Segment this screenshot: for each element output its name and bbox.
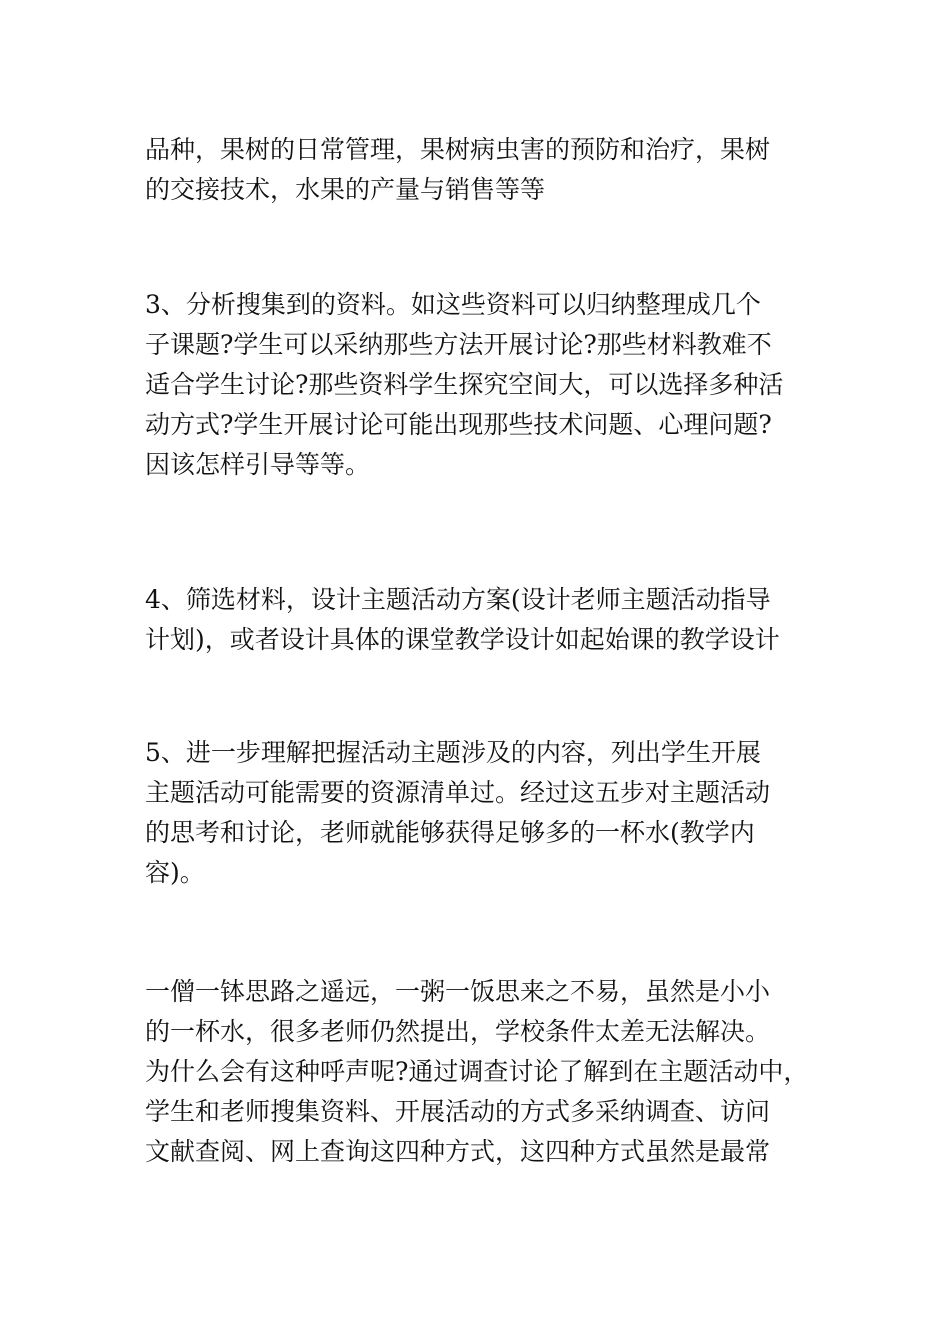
text-line: 子课题?学生可以采纳那些方法开展讨论?那些材料教难不: [145, 330, 772, 359]
text-line: 品种，果树的日常管理，果树病虫害的预防和治疗，果树: [145, 135, 771, 164]
text-line: 计划)，或者设计具体的课堂教学设计如起始课的教学设计: [145, 625, 780, 654]
text-line: 的交接技术，水果的产量与销售等等: [145, 175, 546, 204]
text-line: 3、分析搜集到的资料。如这些资料可以归纳整理成几个: [145, 290, 761, 319]
text-line: 主题活动可能需要的资源清单过。经过这五步对主题活动: [145, 778, 771, 807]
text-line: 的一杯水，很多老师仍然提出，学校条件太差无法解决。: [145, 1017, 771, 1046]
text-line: 容)。: [145, 858, 205, 887]
text-line: 4、筛选材料，设计主题活动方案(设计老师主题活动指导: [145, 585, 771, 614]
text-line: 因该怎样引导等等。: [145, 450, 371, 479]
paragraph-step-4: [145, 580, 825, 660]
text-line: 的思考和讨论，老师就能够获得足够多的一杯水(教学内: [145, 818, 755, 847]
text-line: 动方式?学生开展讨论可能出现那些技术问题、心理问题?: [145, 410, 772, 439]
paragraph-fruit-tree-topics: [145, 130, 825, 210]
text-line: 5、进一步理解把握活动主题涉及的内容，列出学生开展: [145, 738, 761, 767]
paragraph-step-3: [145, 285, 825, 485]
paragraph-step-5: [145, 733, 825, 893]
text-line: 文献查阅、网上查询这四种方式，这四种方式虽然是最常: [145, 1137, 771, 1166]
text-line: 适合学生讨论?那些资料学生探究空间大，可以选择多种活: [145, 370, 784, 399]
paragraph-resource-problem: [145, 972, 825, 1172]
text-line: 一僧一钵思路之遥远，一粥一饭思来之不易，虽然是小小: [145, 977, 771, 1006]
text-line: 为什么会有这种呼声呢?通过调查讨论了解到在主题活动中，: [145, 1057, 809, 1086]
text-line: 学生和老师搜集资料、开展活动的方式多采纳调查、访问: [145, 1097, 771, 1126]
